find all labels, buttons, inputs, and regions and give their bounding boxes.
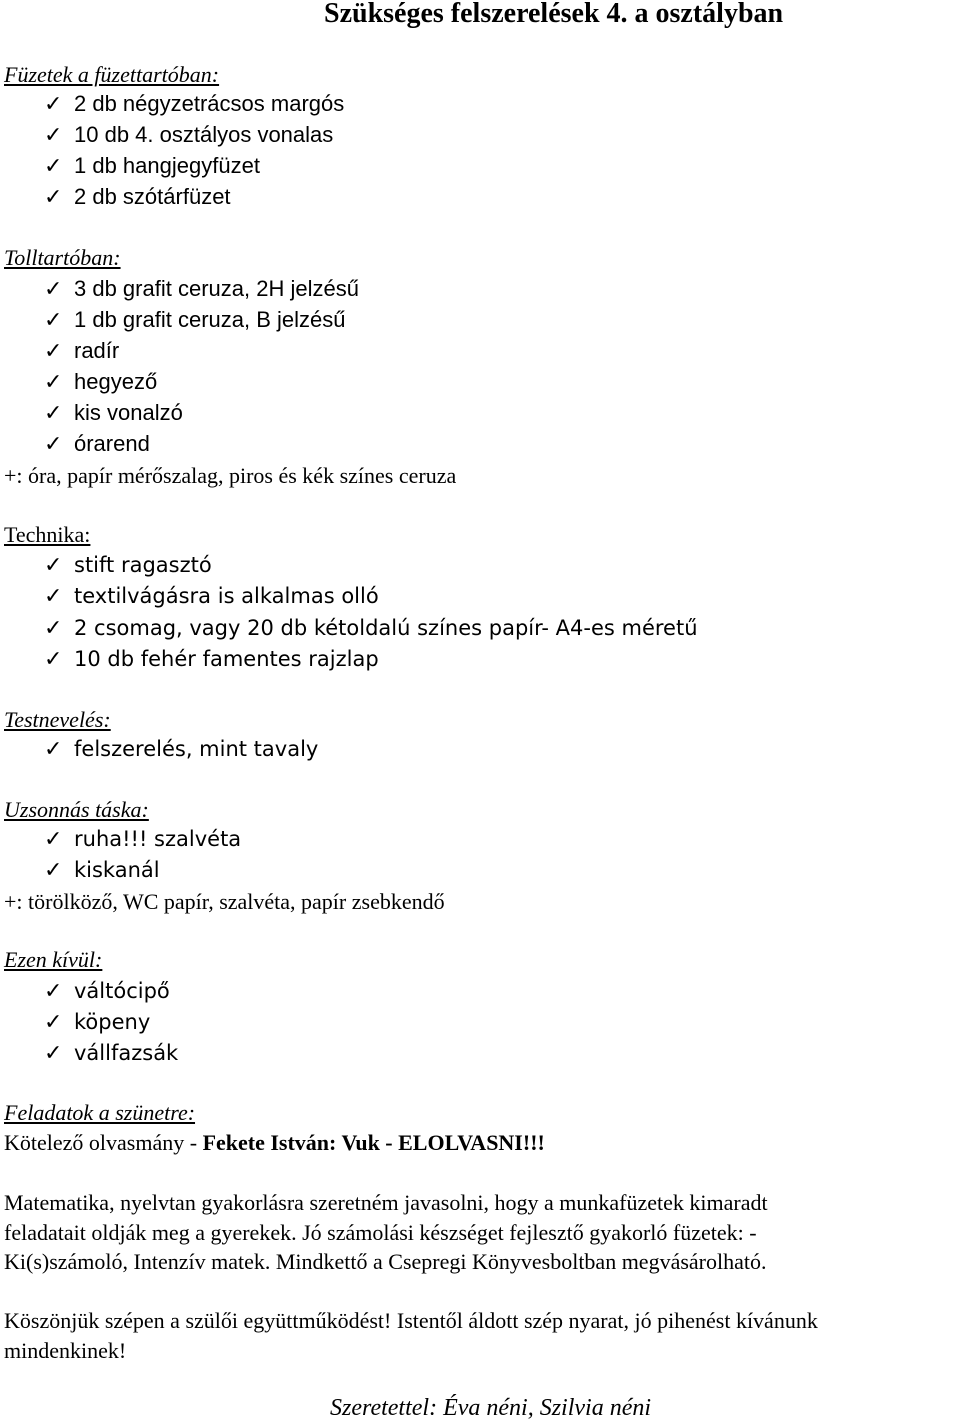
- checkmark-icon: ✓: [44, 553, 63, 578]
- checkmark-icon: ✓: [44, 647, 63, 672]
- paragraph-line: Ki(s)számoló, Intenzív matek. Mindkettő a Csepregi Könyvesboltban megvásárolható.: [4, 1249, 767, 1274]
- checkmark-icon: ✓: [44, 277, 63, 302]
- checkmark-icon: ✓: [44, 370, 63, 395]
- checkmark-icon: ✓: [44, 401, 63, 426]
- checkmark-icon: ✓: [44, 154, 63, 179]
- list-item: ✓ ruha!!! szalvéta: [44, 827, 242, 852]
- required-book: Fekete István: Vuk - ELOLVASNI!!!: [202, 1130, 545, 1155]
- list-item: ✓ köpeny: [44, 1010, 151, 1035]
- checkmark-icon: ✓: [44, 616, 63, 641]
- heading-feladatok: Feladatok a szünetre:: [4, 1100, 196, 1125]
- checkmark-icon: ✓: [44, 979, 63, 1004]
- list-item: ✓ 3 db grafit ceruza, 2H jelzésű: [44, 276, 359, 302]
- checkmark-icon: ✓: [44, 185, 63, 210]
- extra-note-uzsonnas: +: törölköző, WC papír, szalvéta, papír zsebkendő: [4, 889, 445, 914]
- paragraph-line: feladatait oldják meg a gyerekek. Jó számolási készséget fejlesztő gyakorló füzetek: -: [4, 1220, 757, 1245]
- list-item: ✓ 2 db négyzetrácsos margós: [44, 91, 345, 117]
- list-item: ✓ 2 db szótárfüzet: [44, 184, 231, 210]
- page-title: Szükséges felszerelések 4. a osztályban: [324, 0, 784, 29]
- checkmark-icon: ✓: [44, 858, 63, 883]
- heading-testneveles: Testnevelés:: [4, 707, 111, 732]
- extra-note-tolltarto: +: óra, papír mérőszalag, piros és kék színes ceruza: [4, 463, 457, 488]
- paragraph-line: Köszönjük szépen a szülői együttműködést! Istentől áldott szép nyarat, jó pihenést kívánunk: [4, 1308, 818, 1333]
- reading-assignment: Kötelező olvasmány - Fekete István: Vuk - ELOLVASNI!!!: [4, 1130, 545, 1155]
- list-item: ✓ radír: [44, 338, 120, 364]
- list-item: ✓ órarend: [44, 431, 150, 457]
- heading-fuzetek: Füzetek a füzettartóban:: [4, 62, 220, 87]
- list-item: ✓ 10 db fehér famentes rajzlap: [44, 647, 379, 672]
- checkmark-icon: ✓: [44, 308, 63, 333]
- signature: Szeretettel: Éva néni, Szilvia néni: [330, 1395, 652, 1421]
- list-item: ✓ felszerelés, mint tavaly: [44, 737, 319, 762]
- list-item: ✓ 1 db hangjegyfüzet: [44, 153, 260, 179]
- checkmark-icon: ✓: [44, 123, 63, 148]
- list-item: ✓ 10 db 4. osztályos vonalas: [44, 122, 334, 148]
- checkmark-icon: ✓: [44, 827, 63, 852]
- checkmark-icon: ✓: [44, 432, 63, 457]
- list-item: ✓ váltócipő: [44, 979, 170, 1004]
- list-item: ✓ 1 db grafit ceruza, B jelzésű: [44, 307, 346, 333]
- heading-ezen-kivul: Ezen kívül:: [4, 947, 103, 972]
- checkmark-icon: ✓: [44, 92, 63, 117]
- checkmark-icon: ✓: [44, 339, 63, 364]
- list-item: ✓ 2 csomag, vagy 20 db kétoldalú színes papír- A4-es méretű: [44, 616, 698, 641]
- heading-technika: Technika:: [4, 522, 91, 547]
- checkmark-icon: ✓: [44, 584, 63, 609]
- list-item: ✓ kis vonalzó: [44, 400, 183, 426]
- checkmark-icon: ✓: [44, 1041, 63, 1066]
- paragraph-line: mindenkinek!: [4, 1338, 127, 1363]
- heading-uzsonnas: Uzsonnás táska:: [4, 797, 149, 822]
- checkmark-icon: ✓: [44, 1010, 63, 1035]
- checkmark-icon: ✓: [44, 737, 63, 762]
- list-item: ✓ vállfazsák: [44, 1041, 179, 1066]
- list-item: ✓ hegyező: [44, 369, 158, 395]
- paragraph-line: Matematika, nyelvtan gyakorlásra szeretném javasolni, hogy a munkafüzetek kimaradt: [4, 1190, 768, 1215]
- heading-tolltarto: Tolltartóban:: [4, 245, 121, 270]
- list-item: ✓ stift ragasztó: [44, 553, 212, 578]
- list-item: ✓ kiskanál: [44, 858, 160, 883]
- list-item: ✓ textilvágásra is alkalmas olló: [44, 584, 379, 609]
